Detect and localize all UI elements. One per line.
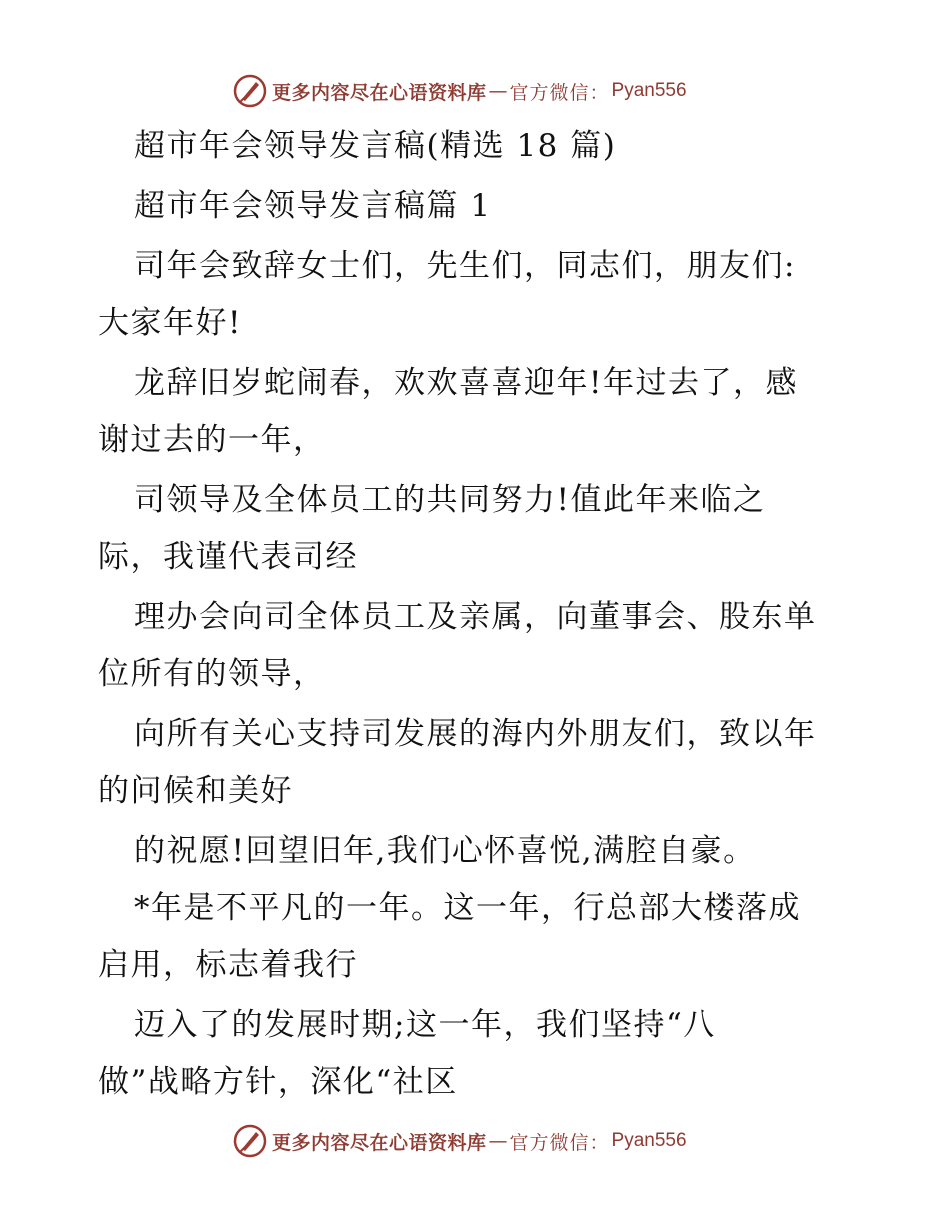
- text-line: 启用，标志着我行: [98, 947, 358, 983]
- text-line: *年是不平凡的一年。这一年，行总部大楼落成: [134, 890, 801, 926]
- text-line: 谢过去的一年，: [98, 422, 326, 458]
- header-watermark: [232, 71, 687, 111]
- watermark-text: 更多内容尽在心语资料库: [272, 81, 487, 104]
- text-line: 大家年好!: [98, 305, 242, 341]
- footer-watermark: [232, 1121, 687, 1161]
- text-line: 理办会向司全体员工及亲属，向董事会、股东单: [134, 599, 817, 635]
- watermark-label: 官方微信：: [509, 81, 610, 104]
- quill-pen-logo-icon: [232, 73, 268, 109]
- watermark-label: 官方微信：: [509, 1131, 610, 1154]
- watermark-text: 更多内容尽在心语资料库: [272, 1131, 487, 1154]
- text-line: 龙辞旧岁蛇闹春，欢欢喜喜迎年!年过去了，感: [134, 365, 798, 401]
- text-line: 司领导及全体员工的共同努力!值此年来临之: [134, 482, 766, 518]
- watermark-id: Pyan556: [611, 1130, 687, 1151]
- text-line: 向所有关心支持司发展的海内外朋友们，致以年: [134, 716, 817, 752]
- text-line: 做”战略方针，深化“社区: [98, 1064, 458, 1100]
- text-line: 的祝愿!回望旧年,我们心怀喜悦,满腔自豪。: [134, 833, 756, 869]
- text-line: 的问候和美好: [98, 773, 293, 809]
- text-line: 司年会致辞女士们，先生们，同志们，朋友们:: [134, 248, 796, 284]
- watermark-id: Pyan556: [611, 80, 687, 101]
- quill-pen-logo-icon: [232, 1123, 268, 1159]
- watermark-dash: —: [488, 1130, 508, 1152]
- document-title: 超市年会领导发言稿(精选 18 篇): [134, 128, 617, 164]
- document-subtitle: 超市年会领导发言稿篇 1: [134, 188, 492, 224]
- watermark-dash: —: [488, 80, 508, 102]
- text-line: 位所有的领导，: [98, 656, 326, 692]
- text-line: 际，我谨代表司经: [98, 539, 358, 575]
- text-line: 迈入了的发展时期;这一年，我们坚持“八: [134, 1007, 716, 1043]
